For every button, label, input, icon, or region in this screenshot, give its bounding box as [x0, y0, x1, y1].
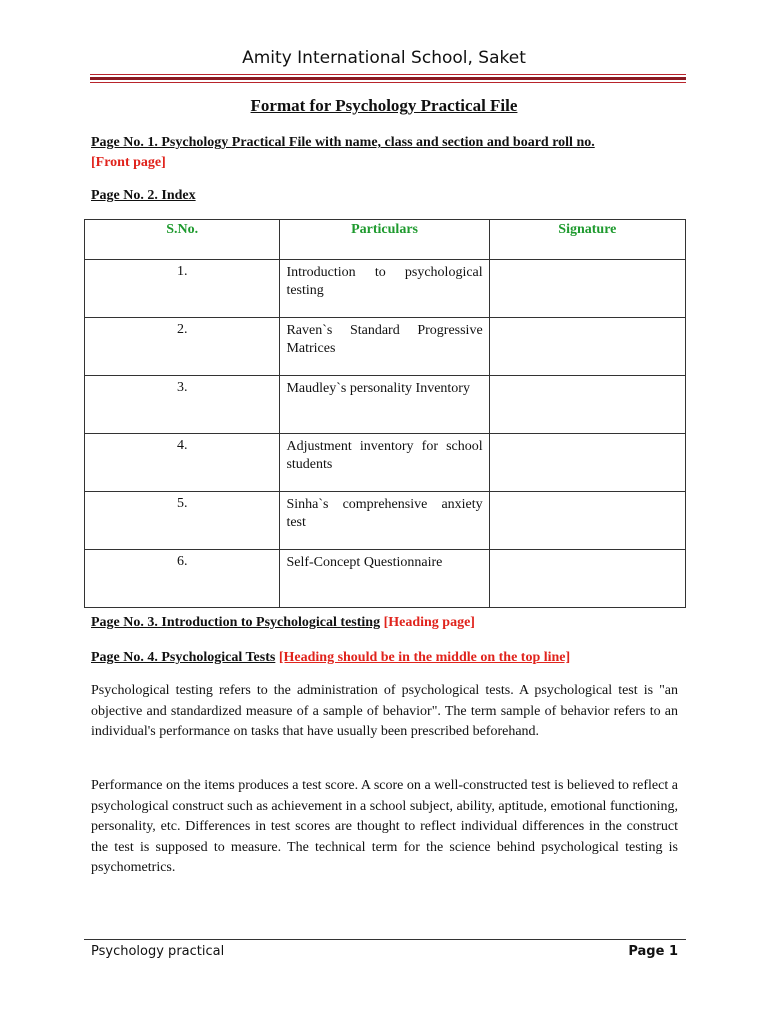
- row-sno: 3.: [85, 376, 280, 434]
- footer-title: Psychology practical: [91, 944, 225, 959]
- body-paragraph-1: Psychological testing refers to the administration of psychological tests. A psychological test is "an objective and standardized measure of a sample of behavior". The term sample of behavior refers to an individual's performance on tasks that have usually been prescribed beforehand.: [91, 683, 678, 739]
- page3-line: [91, 615, 475, 631]
- table-row: [85, 376, 686, 434]
- row-signature: [489, 492, 685, 550]
- page2-text: Page No. 2. Index: [91, 188, 196, 203]
- footer-rule: [84, 939, 686, 940]
- row-particular: Maudley`s personality Inventory: [280, 376, 489, 434]
- table-row: [85, 550, 686, 608]
- header-rule-top: [90, 74, 686, 75]
- row-signature: [489, 318, 685, 376]
- row-particular: Sinha`s comprehensive anxiety test: [280, 492, 489, 550]
- row-sno: 4.: [85, 434, 280, 492]
- row-signature: [489, 260, 685, 318]
- row-particular: Introduction to psychological testing: [280, 260, 489, 318]
- index-table: [84, 219, 686, 608]
- header-rule-thick: [90, 77, 686, 80]
- page3-note: [Heading page]: [383, 615, 475, 630]
- row-signature: [489, 434, 685, 492]
- row-sno: 6.: [85, 550, 280, 608]
- page1-line: [91, 133, 678, 173]
- row-signature: [489, 376, 685, 434]
- body-paragraph-2: Performance on the items produces a test score. A score on a well-constructed test is believed to reflect a psychological construct such as achievement in a school subject, ability, aptitude, emotional functioning, personality, etc. Differences in test scores are thought to reflect individual differences in the construct the test is supposed to measure. The technical term for the science behind psychological testing is psychometrics.: [91, 778, 678, 875]
- table-row: [85, 260, 686, 318]
- header-particulars: Particulars: [280, 220, 489, 260]
- table-row: [85, 434, 686, 492]
- table-row: [85, 318, 686, 376]
- page2-line: [91, 188, 196, 204]
- row-particular: Self-Concept Questionnaire: [280, 550, 489, 608]
- table-header-row: [85, 220, 686, 260]
- page3-text: Page No. 3. Introduction to Psychological testing: [91, 615, 381, 630]
- document-title: Format for Psychology Practical File: [250, 96, 518, 115]
- row-particular: Adjustment inventory for school students: [280, 434, 489, 492]
- table-row: [85, 492, 686, 550]
- header-sno: S.No.: [85, 220, 280, 260]
- page-number: Page 1: [628, 944, 678, 959]
- header-signature: Signature: [489, 220, 685, 260]
- page4-note: [Heading should be in the middle on the top line]: [278, 650, 571, 665]
- page4-text: Page No. 4. Psychological Tests: [91, 650, 276, 665]
- row-signature: [489, 550, 685, 608]
- page1-text: Page No. 1. Psychology Practical File with name, class and section and board roll no.: [91, 135, 595, 150]
- page1-note: [Front page]: [91, 155, 166, 170]
- row-particular: Raven`s Standard Progressive Matrices: [280, 318, 489, 376]
- row-sno: 1.: [85, 260, 280, 318]
- row-sno: 5.: [85, 492, 280, 550]
- header-rule-bottom: [90, 82, 686, 83]
- school-header: Amity International School, Saket: [242, 48, 526, 68]
- row-sno: 2.: [85, 318, 280, 376]
- page4-line: [91, 650, 570, 666]
